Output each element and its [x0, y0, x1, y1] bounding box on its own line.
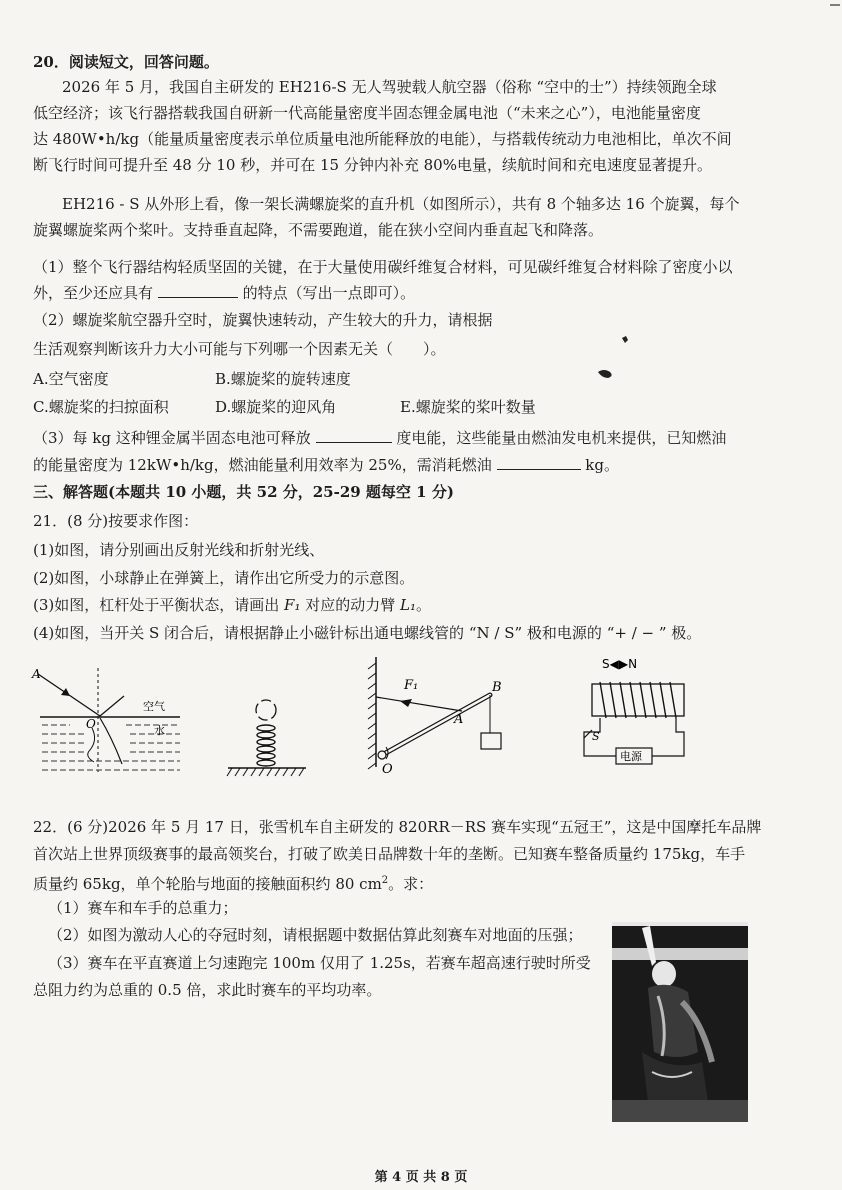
q21-item4: (4)如图，当开关 S 闭合后，请根据静止小磁针标出通电螺线管的 “N / S” 极和电源的 “+ / − ” 极。 — [33, 624, 702, 642]
q20-p1-line3: 达 480W•h/kg（能量质量密度表示单位质量电池所能释放的电能），与搭载传统动力电池相比，单次不间 — [33, 130, 732, 148]
q21-item1: (1)如图，请分别画出反射光线和折射光线、 — [33, 541, 325, 559]
q20-sub2-line2: 生活观察判断该升力大小可能与下列哪一个因素无关（ ）。 — [33, 340, 446, 358]
q20-title: 20．阅读短文，回答问题。 — [33, 53, 219, 71]
ink-specks — [570, 330, 630, 390]
fig-refraction — [30, 662, 190, 782]
q20-sub1-line1: （1）整个飞行器结构轻质坚固的关键，在于大量使用碳纤维复合材料，可见碳纤维复合材料除了密度小以 — [33, 258, 733, 276]
fig-ball-spring — [222, 688, 312, 778]
q22-sub1: （1）赛车和车手的总重力； — [48, 899, 238, 917]
rider-silhouette — [612, 922, 748, 1122]
race-winner-photo — [612, 922, 748, 1122]
option-d: D.螺旋桨的迎风角 — [215, 398, 337, 416]
fig3-label-f1: F₁ — [404, 678, 419, 693]
q20-p1-line1: 2026 年 5 月，我国自主研发的 EH216-S 无人驾驶载人航空器（俗称 “空中的士”）持续领跑全球 — [62, 78, 717, 96]
fig4-switch-label: S — [592, 730, 600, 743]
page-footer: 第 4 页 共 8 页 — [374, 1170, 468, 1185]
section-3-heading: 三、解答题(本题共 10 小题，共 52 分，25-29 题每空 1 分) — [33, 483, 454, 501]
corner-mark — [828, 0, 842, 14]
fig-solenoid-circuit — [572, 652, 722, 777]
answer-blank-2[interactable] — [316, 428, 392, 443]
option-c: C.螺旋桨的扫掠面积 — [33, 398, 169, 416]
option-b: B.螺旋桨的旋转速度 — [215, 370, 351, 388]
q22-line1: 22．(6 分)2026 年 5 月 17 日，张雪机车自主研发的 820RR－RS 赛车实现“五冠王”，这是中国摩托车品牌 — [33, 818, 762, 836]
q22-line2: 首次站上世界顶级赛事的最高领奖台，打破了欧美日品牌数十年的垄断。已知赛车整备质量约 175kg，车手 — [33, 845, 746, 863]
q21-item2: (2)如图，小球静止在弹簧上，请作出它所受力的示意图。 — [33, 569, 415, 587]
fig3-label-b: B — [492, 680, 502, 695]
q20-p2-line2: 旋翼螺旋桨两个桨叶。支持垂直起降，不需要跑道，能在狭小空间内垂直起飞和降落。 — [33, 221, 604, 239]
fig1-label-o: O — [86, 717, 96, 731]
answer-blank-1[interactable] — [158, 283, 238, 298]
option-a: A.空气密度 — [33, 370, 109, 388]
fig1-label-air: 空气 — [143, 700, 165, 713]
option-e: E.螺旋桨的桨叶数量 — [400, 398, 536, 416]
q21-title: 21．(8 分)按要求作图： — [33, 512, 199, 530]
q20-p1-line2: 低空经济；该飞行器搭载我国自研新一代高能量密度半固态锂金属电池（“未来之心”），电池能量密度 — [33, 104, 701, 122]
q22-sub3-line1: （3）赛车在平直赛道上匀速跑完 100m 仅用了 1.25s，若赛车超高速行驶时所受 — [48, 954, 591, 972]
q21-item3: (3)如图，杠杆处于平衡状态，请画出 F₁ 对应的动力臂 L₁。 — [33, 596, 431, 614]
q22-sub2: （2）如图为激动人心的夺冠时刻，请根据题中数据估算此刻赛车对地面的压强； — [48, 926, 583, 944]
fig1-label-a: A — [32, 667, 41, 681]
q20-sub2-line1: （2）螺旋桨航空器升空时，旋翼快速转动，产生较大的升力，请根据 — [33, 311, 493, 329]
q22-sub3-line2: 总阻力约为总重的 0.5 倍，求此时赛车的平均功率。 — [33, 981, 382, 999]
fig3-label-o: O — [382, 762, 393, 777]
answer-blank-3[interactable] — [497, 455, 581, 470]
q22-line3: 质量约 65kg，单个轮胎与地面的接触面积约 80 $cm^2$。求： — [33, 875, 434, 893]
q20-sub1-line2: 外，至少还应具有 的特点（写出一点即可）。 — [33, 284, 416, 302]
fig3-label-a: A — [454, 712, 464, 727]
fig-lever — [360, 655, 530, 780]
q20-sub3-line1: （3）每 kg 这种锂金属半固态电池可释放 度电能，这些能量由燃油发电机来提供，已知燃油 — [33, 429, 727, 447]
fig1-label-water: 水 — [154, 724, 165, 737]
fig4-compass-label: S◀▶N — [602, 657, 638, 671]
fig4-source-label: 电源 — [620, 750, 642, 763]
q20-p1-line4: 断飞行时间可提升至 48 分 10 秒，并可在 15 分钟内补充 80%电量，续航时间和充电速度显著提升。 — [33, 156, 712, 174]
q20-sub3-line2: 的能量密度为 12kW•h/kg，燃油能量利用效率为 25%，需消耗燃油 kg。 — [33, 456, 619, 474]
q20-p2-line1: EH216 - S 从外形上看，像一架长满螺旋桨的直升机（如图所示），共有 8 个轴多达 16 个旋翼，每个 — [62, 195, 740, 213]
